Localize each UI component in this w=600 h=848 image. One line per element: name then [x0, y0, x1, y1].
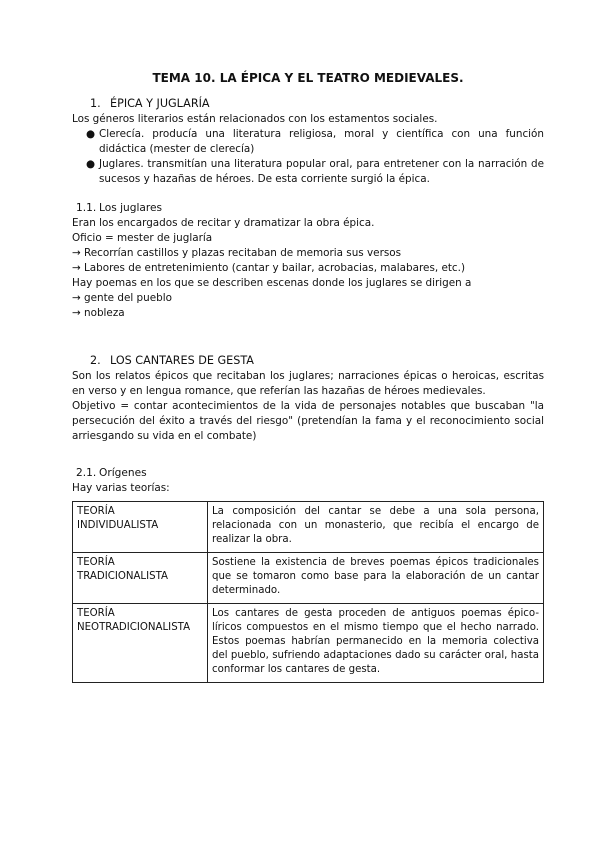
theory-name: INDIVIDUALISTA — [77, 520, 159, 531]
table-row — [73, 502, 544, 553]
section-heading-text: LOS CANTARES DE GESTA — [110, 354, 254, 367]
theories-table — [72, 501, 544, 683]
theory-label: TEORÍA — [77, 557, 115, 568]
theory-name-cell — [73, 604, 208, 683]
subsection-number: 1.1. — [76, 202, 97, 214]
section-heading-text: ÉPICA Y JUGLARÍA — [110, 97, 210, 110]
section-heading-cantares — [90, 353, 544, 368]
subsection-heading-text: Los juglares — [99, 202, 163, 214]
table-row — [73, 553, 544, 604]
text-line: → gente del pueblo — [72, 292, 172, 304]
text-line: Hay varias teorías: — [72, 482, 170, 494]
text-line: Oficio = mester de juglaría — [72, 232, 213, 244]
theory-description: La composición del cantar se debe a una sola persona, relacionada con un monasterio, que recibía el encargo de realizar la obra. — [208, 502, 544, 553]
subsection-heading-origenes — [76, 466, 544, 481]
section-intro: Los géneros literarios están relacionados con los estamentos sociales. — [72, 113, 438, 125]
paragraph: Son los relatos épicos que recitaban los juglares; narraciones épicas o heroicas, escritas en verso y en lengua romance, que referían las hazañas de héroes medievales. — [72, 370, 544, 397]
text-line: Hay poemas en los que se describen escenas donde los juglares se dirigen a — [72, 277, 472, 289]
section-number: 1. — [90, 97, 101, 110]
theory-label: TEORÍA — [77, 506, 115, 517]
paragraph: Objetivo = contar acontecimientos de la vida de personajes notables que buscaban "la persecución del éxito a través del riesgo" (pretendían la fama y el reconocimiento social arriesgando su vida en el combate) — [72, 400, 544, 442]
subsection-number: 2.1. — [76, 467, 97, 479]
subsection-heading-juglares — [76, 201, 544, 216]
list-item-text: Clerecía. producía una literatura religiosa, moral y científica con una función didáctica (mester de clerecía) — [99, 128, 544, 155]
section-number: 2. — [90, 354, 101, 367]
theory-name: NEOTRADICIONALISTA — [77, 622, 191, 633]
text-line: → Recorrían castillos y plazas recitaban de memoria sus versos — [72, 247, 402, 259]
theory-label: TEORÍA — [77, 608, 115, 619]
theory-description: Los cantares de gesta proceden de antiguos poemas épico-líricos compuestos en el mismo tiempo que el hecho narrado. Estos poemas habrían permanecido en la memoria colectiva del pueblo, sufriendo adaptaciones dado su carácter oral, hasta conformar los cantares de gesta. — [208, 604, 544, 683]
bullet-icon: ● — [86, 158, 96, 170]
page-title: TEMA 10. LA ÉPICA Y EL TEATRO MEDIEVALES. — [152, 71, 464, 85]
subsection-heading-text: Orígenes — [99, 467, 147, 479]
text-line: Eran los encargados de recitar y dramatizar la obra épica. — [72, 217, 375, 229]
section-heading-epica — [90, 96, 544, 111]
text-line: → nobleza — [72, 307, 125, 319]
bullet-icon: ● — [86, 128, 96, 140]
theory-name: TRADICIONALISTA — [77, 571, 168, 582]
text-line: → Labores de entretenimiento (cantar y bailar, acrobacias, malabares, etc.) — [72, 262, 466, 274]
list-item — [72, 157, 544, 187]
list-item — [72, 127, 544, 157]
bullet-list — [72, 127, 544, 187]
table-row — [73, 604, 544, 683]
list-item-text: Juglares. transmitían una literatura popular oral, para entretener con la narración de sucesos y hazañas de héroes. De esta corriente surgió la épica. — [99, 158, 544, 185]
theory-name-cell — [73, 553, 208, 604]
theory-name-cell — [73, 502, 208, 553]
theory-description: Sostiene la existencia de breves poemas épicos tradicionales que se tomaron como base para la elaboración de un cantar determinado. — [208, 553, 544, 604]
document-page — [72, 70, 544, 683]
